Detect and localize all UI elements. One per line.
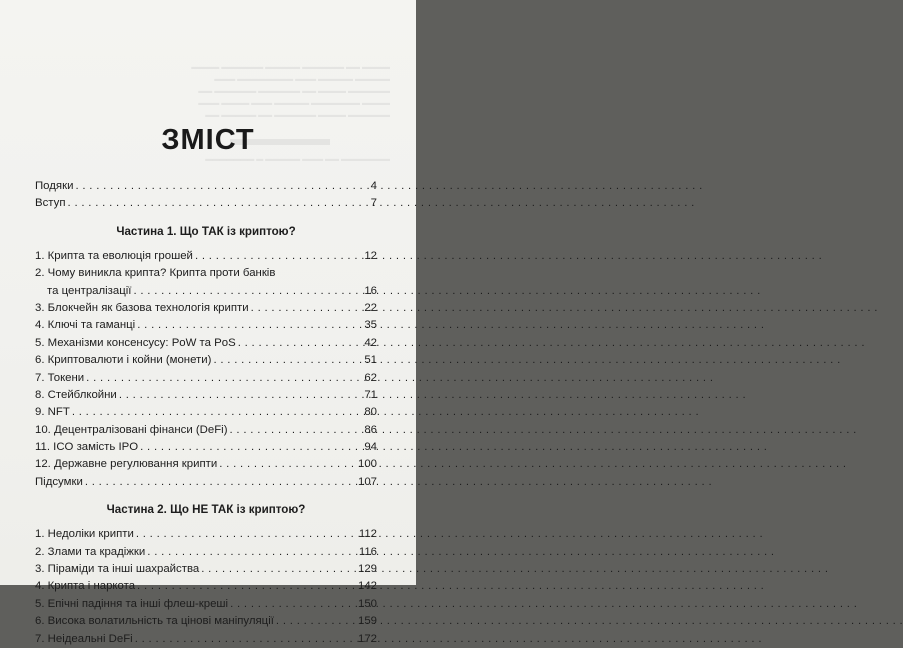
dot-leader [135,631,356,648]
toc-entry-label: 6. Криптовалюти і койни (монети) [35,354,212,367]
toc-page-number: 80 [364,406,377,419]
toc-entry[interactable] [35,613,377,630]
toc-page-number: 112 [358,528,377,541]
toc-entry[interactable] [35,265,377,282]
dot-leader [219,456,356,473]
toc-entry[interactable] [35,456,377,473]
toc-page-number: 116 [358,545,377,558]
dot-leader [133,283,362,300]
dot-leader [72,404,363,421]
toc-entry-label: 3. Піраміди та інші шахрайства [35,563,200,576]
dot-leader [137,317,362,334]
dot-leader [68,195,369,212]
toc-page-number: 129 [357,563,377,576]
toc-entry-label: 3. Блокчейн як базова технологія крипти [35,301,249,314]
toc-entry-label: 1. Недоліки крипти [35,528,134,541]
dot-leader [195,248,362,265]
toc-entry[interactable] [35,526,377,543]
toc-page-number: 62 [364,371,377,384]
toc-entry[interactable] [35,300,377,317]
toc-entry[interactable] [35,404,377,421]
toc-entry[interactable] [35,370,377,387]
toc-entry-label: та централізації [47,284,132,297]
toc-entry-label: 1. Крипта та еволюція грошей [35,249,193,262]
toc-page-number: 172 [357,632,377,645]
toc-entry-label: 2. Злами та крадіжки [35,545,146,558]
toc-entry[interactable] [35,439,377,456]
toc-entry-label: 7. Неідеальні DeFi [35,632,133,645]
toc-entry-label: Подяки [35,180,74,192]
dot-leader [137,578,356,595]
toc-page-number: 107 [357,475,377,488]
toc-entry-label: 4. Крипта і наркота [35,580,136,593]
toc-page-number: 51 [364,354,377,367]
toc-page-number: 100 [357,458,377,471]
show-through-text: ▬▬▬▬ ▬▬ ▬▬▬▬▬▬ ▬▬▬▬▬ ▬▬▬▬▬▬ ▬▬▬▬ ▬▬▬▬▬ ▬▬▬▬▬ ▬▬▬ ▬▬▬▬▬▬▬▬ ▬▬▬ ▬▬▬▬▬▬ ▬▬▬▬ ▬▬ ▬▬▬▬▬▬ ▬▬▬▬▬▬ ▬▬ ▬▬▬▬ ▬▬▬▬▬▬▬ ▬▬▬▬▬ ▬▬▬ ▬▬▬▬ ▬▬▬ ▬▬▬▬▬▬ ▬▬▬▬ ▬▬▬▬▬▬ ▬▬ ▬▬▬▬▬ ▬▬ ▬▬▬▬▬ ▬▬▬▬▬▬▬ ▬▬ ▬▬▬ ▬▬▬▬▬ ▬ ▬▬▬▬▬▬▬ [191,64,390,163]
toc-page-number: 4 [370,180,377,192]
toc-entry-label: 5. Механізми консенсусу: PoW та PoS [35,336,236,349]
toc-entry-label: 6. Висока волатильність та цінові маніпуляції [35,615,274,628]
toc-entry[interactable] [35,248,377,265]
toc-page-number: 71 [364,388,377,401]
toc-page-number: 42 [364,336,377,349]
toc-entry[interactable] [35,544,377,561]
toc-entry-label: 4. Ключі та гаманці [35,319,136,332]
toc-entry-label: Підсумки [35,475,83,488]
toc-entry[interactable] [35,561,377,578]
dot-leader [276,613,356,630]
toc-entry-label: 5. Епічні падіння та інші флеш-креші [35,597,229,610]
toc-entry-summary[interactable] [35,474,377,491]
dot-leader [213,352,362,369]
toc-entry[interactable] [35,387,377,404]
toc-entry[interactable] [35,352,377,369]
dot-leader [229,422,362,439]
toc-entry-label: 12. Державне регулювання крипти [35,458,218,471]
dot-leader [136,526,357,543]
toc-entry-label: 9. NFT [35,406,70,419]
toc-entry[interactable] [35,335,377,352]
toc-entry-label: 11. ICO замість IPO [35,441,139,454]
toc-page-number: 35 [364,319,377,332]
dot-leader [86,370,362,387]
dot-leader [230,596,356,613]
toc-entry-continuation[interactable] [35,283,377,300]
table-of-contents [35,178,377,648]
toc-page-number: 22 [364,301,377,314]
book-page [0,0,416,645]
toc-entry-introduction[interactable] [35,195,377,212]
dot-leader [75,178,368,195]
dot-leader [201,561,356,578]
toc-page-number: 12 [364,249,377,262]
dot-leader [85,474,356,491]
dot-leader [119,387,363,404]
toc-entry-label: 10. Децентралізовані фінанси (DeFi) [35,423,228,436]
dot-leader [140,439,362,456]
toc-page-number: 16 [364,284,377,297]
toc-entry[interactable] [35,578,377,595]
toc-page-number: 7 [370,197,377,210]
toc-page-number: 150 [357,597,377,610]
toc-page-number: 142 [357,580,377,593]
dot-leader [147,544,357,561]
toc-page-number: 86 [364,423,377,436]
dot-leader [251,300,363,317]
toc-page-number: 159 [357,615,377,628]
dot-leader [238,335,363,352]
toc-entry[interactable] [35,422,377,439]
toc-entry[interactable] [35,317,377,334]
toc-entry-label: 2. Чому виникла крипта? Крипта проти банків [35,267,276,280]
toc-entry-label: 8. Стейблкойни [35,388,117,401]
toc-entry[interactable] [35,631,377,648]
toc-page-number: 94 [364,441,377,454]
toc-entry-label: 7. Токени [35,371,85,384]
part-1-heading: Частина 1. Що ТАК із криптою? [116,224,296,238]
toc-entry-acknowledgements[interactable] [35,178,377,195]
toc-entry[interactable] [35,596,377,613]
page-title: ЗМІСТ [161,124,255,156]
toc-entry-label: Вступ [35,197,66,210]
part-2-heading: Частина 2. Що НЕ ТАК із криптою? [106,503,306,517]
